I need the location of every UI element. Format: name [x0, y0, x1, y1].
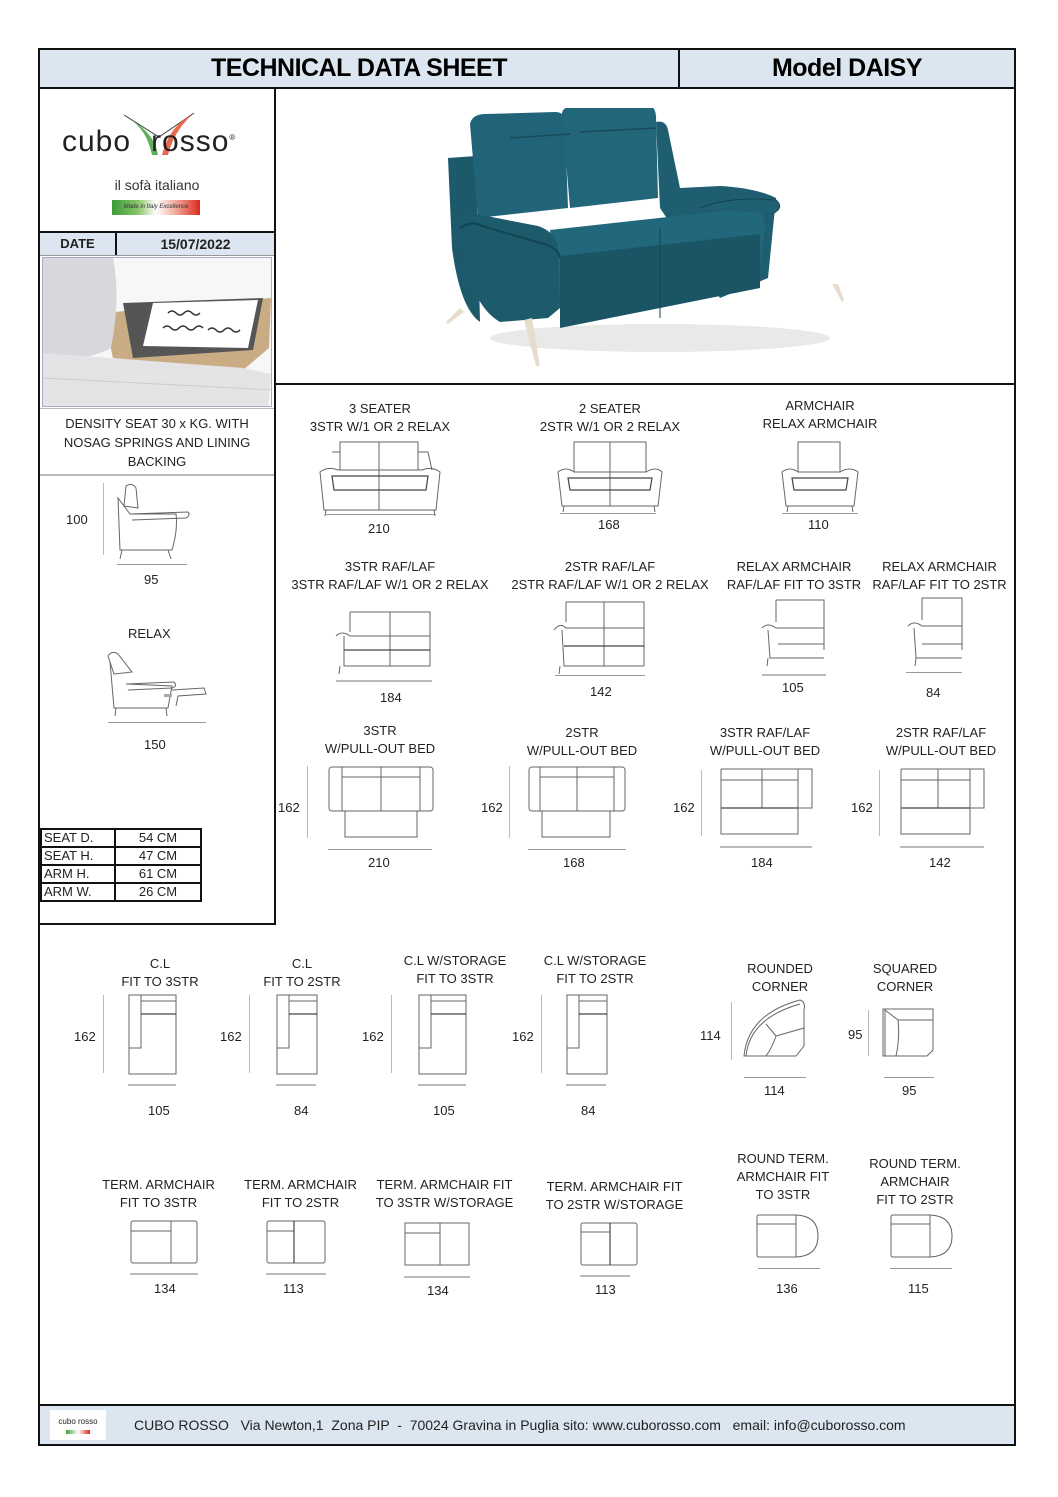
item-depth: 162: [278, 800, 300, 815]
footer-logo-text: cubo rosso: [58, 1416, 98, 1426]
item-width: 184: [751, 855, 773, 870]
item-title: 2STR RAF/LAF: [564, 559, 656, 574]
side-depth-dimension-line: [117, 564, 187, 565]
italy-flag-badge: Made in Italy Excellence: [112, 200, 200, 215]
side-height-dimension-line: [103, 483, 104, 555]
item-3-seater: [300, 400, 460, 436]
item-width: 136: [776, 1281, 798, 1296]
round-term-armchair-2str-drawing: [890, 1214, 956, 1260]
item-subtitle: RAF/LAF FIT TO 2STR: [872, 577, 1007, 592]
rounded-corner-drawing: [742, 998, 808, 1060]
item-width: 210: [368, 855, 390, 870]
item-depth: 162: [673, 800, 695, 815]
chaise-longue-storage-2str-drawing: [566, 994, 616, 1076]
item-3str-pull-out-bed: [300, 722, 460, 758]
depth-line: [509, 766, 510, 838]
width-line: [906, 672, 962, 673]
width-line: [336, 680, 432, 682]
item-cl-storage-2str: [530, 952, 660, 988]
date-value: 15/07/2022: [160, 236, 231, 252]
item-width: 142: [590, 684, 612, 699]
footer: [38, 1404, 1016, 1446]
foam-line-2: NOSAG SPRINGS AND LINING: [63, 435, 251, 450]
item-subtitle: 3STR RAF/LAF W/1 OR 2 RELAX: [291, 577, 489, 592]
item-width: 105: [782, 680, 804, 695]
item-width: 134: [154, 1281, 176, 1296]
item-depth: 162: [362, 1029, 384, 1044]
relax-depth-label: 150: [144, 737, 166, 752]
item-title: 3STR RAF/LAF: [344, 559, 436, 574]
item-title: C.L W/STORAGE: [403, 953, 507, 968]
item-title: 3STR: [363, 723, 397, 738]
item-width: 113: [283, 1281, 304, 1296]
item-width: 110: [808, 517, 829, 532]
width-line: [782, 513, 858, 514]
item-width: 168: [563, 855, 585, 870]
item-cl-3str: [100, 955, 220, 991]
item-round-term-armchair-2str: [860, 1155, 970, 1209]
item-title: 3STR RAF/LAF: [719, 725, 811, 740]
spec-key: ARM W.: [41, 883, 115, 901]
sofa-2str-raf-laf-drawing: [552, 600, 646, 676]
brand-name-left: cubo: [62, 125, 132, 158]
model-name: Model DAISY: [678, 48, 1016, 89]
width-line: [560, 513, 656, 514]
item-subtitle: 2STR W/1 OR 2 RELAX: [539, 419, 681, 434]
item-subtitle: FIT TO 3STR: [416, 971, 494, 986]
relax-armchair-2str-drawing: [906, 596, 966, 670]
item-subtitle: W/PULL-OUT BED: [709, 743, 821, 758]
item-cl-2str: [242, 955, 362, 991]
item-armchair: [740, 397, 900, 433]
item-term-armchair-2str: [238, 1176, 363, 1212]
item-squared-corner: [855, 960, 955, 996]
item-title: ROUNDED: [747, 961, 813, 976]
depth-line: [249, 995, 250, 1073]
term-armchair-storage-3str-drawing: [404, 1222, 472, 1268]
item-term-armchair-3str: [96, 1176, 221, 1212]
width-line: [328, 849, 432, 850]
item-term-armchair-storage-3str: [372, 1176, 517, 1212]
depth-line: [701, 770, 702, 836]
item-subtitle: ARMCHAIR: [880, 1174, 950, 1189]
item-term-armchair-storage-2str: [542, 1178, 687, 1214]
width-line: [418, 1084, 466, 1086]
item-depth: 162: [851, 800, 873, 815]
width-line: [128, 1084, 176, 1086]
item-title: RELAX ARMCHAIR: [882, 559, 997, 574]
term-armchair-storage-2str-drawing: [580, 1222, 640, 1268]
width-line: [326, 514, 436, 515]
date-label: DATE: [40, 233, 117, 255]
item-title: 3 SEATER: [349, 401, 411, 416]
relax-label: RELAX: [128, 626, 171, 641]
item-title: ARMCHAIR: [785, 398, 855, 413]
width-line: [580, 1275, 630, 1277]
item-title: 2STR RAF/LAF: [895, 725, 987, 740]
item-subtitle: W/PULL-OUT BED: [885, 743, 997, 758]
round-term-armchair-3str-drawing: [756, 1214, 822, 1260]
foam-line-1: DENSITY SEAT 30 x KG. WITH: [65, 416, 249, 431]
item-title: 2 SEATER: [579, 401, 641, 416]
item-subtitle: W/PULL-OUT BED: [324, 741, 436, 756]
spec-table: [40, 828, 202, 902]
item-width: 168: [598, 517, 620, 532]
item-width: 84: [926, 685, 941, 700]
item-relax-armchair-2str: [872, 558, 1007, 594]
item-title: TERM. ARMCHAIR: [244, 1177, 357, 1192]
item-width: 134: [427, 1283, 449, 1298]
footer-contact-text: CUBO ROSSO Via Newton,1 Zona PIP - 70024 Gravina in Puglia sito: www.cuborosso.com email: info@cuborosso.com: [134, 1417, 906, 1433]
item-subtitle: 3STR W/1 OR 2 RELAX: [309, 419, 451, 434]
item-depth: 114: [700, 1028, 721, 1043]
item-width: 210: [368, 521, 390, 536]
width-line: [555, 675, 645, 676]
armchair-drawing: [780, 440, 862, 512]
item-width: 113: [595, 1282, 616, 1297]
foam-description: [40, 408, 274, 476]
item-subtitle: FIT TO 2STR: [263, 974, 341, 989]
item-rounded-corner: [730, 960, 830, 996]
spec-value: 47 CM: [115, 847, 201, 865]
spec-value: 54 CM: [115, 829, 201, 847]
item-subtitle: FIT TO 3STR: [121, 974, 199, 989]
item-depth: 95: [848, 1027, 863, 1042]
item-title: ROUND TERM.: [869, 1156, 961, 1171]
sheet-title: TECHNICAL DATA SHEET: [38, 48, 680, 89]
item-2str-raf-laf: [510, 558, 710, 594]
term-armchair-2str-drawing: [266, 1220, 328, 1266]
product-photo: [420, 108, 890, 368]
spec-key: SEAT D.: [41, 829, 115, 847]
spec-row: [41, 829, 201, 847]
item-subtitle-2: TO 3STR: [755, 1187, 811, 1202]
squared-corner-drawing: [882, 1008, 936, 1058]
item-2-seater: [530, 400, 690, 436]
width-line: [884, 1077, 934, 1078]
item-3str-raf-laf: [290, 558, 490, 594]
pull-out-bed-3str-drawing: [328, 766, 434, 840]
side-height-label: 100: [66, 512, 88, 527]
item-title: C.L: [149, 956, 171, 971]
item-subtitle: CORNER: [876, 979, 934, 994]
chaise-longue-2str-drawing: [276, 994, 326, 1076]
width-line: [528, 849, 626, 850]
item-width: 142: [929, 855, 951, 870]
sofa-3str-raf-laf-drawing: [334, 610, 434, 682]
relax-depth-dimension-line: [108, 722, 206, 723]
item-depth: 162: [481, 800, 503, 815]
item-width: 84: [294, 1103, 309, 1118]
relax-armchair-3str-drawing: [758, 598, 828, 670]
item-title: SQUARED: [872, 961, 938, 976]
term-armchair-3str-drawing: [130, 1220, 200, 1266]
depth-line: [868, 1010, 869, 1056]
width-line: [266, 1273, 326, 1275]
pull-out-bed-2str-drawing: [528, 766, 628, 840]
item-subtitle: FIT TO 3STR: [119, 1195, 198, 1210]
brand-name-right: rosso: [151, 125, 230, 158]
depth-line: [307, 766, 308, 838]
date-row: [40, 233, 274, 256]
relax-view-drawing: [104, 650, 209, 720]
sofa-3-seater-drawing: [318, 440, 442, 518]
spec-row: [41, 883, 201, 901]
depth-line: [541, 995, 542, 1073]
chaise-longue-3str-drawing: [128, 994, 188, 1076]
item-width: 84: [581, 1103, 596, 1118]
spec-key: ARM H.: [41, 865, 115, 883]
width-line: [890, 1268, 952, 1269]
pull-out-bed-3str-raf-laf-drawing: [720, 768, 814, 838]
item-3str-raf-laf-pull-out-bed: [690, 724, 840, 760]
width-line: [566, 1084, 606, 1086]
seat-cutaway-illustration: [43, 258, 272, 407]
item-cl-storage-3str: [390, 952, 520, 988]
width-line: [758, 1268, 820, 1269]
depth-line: [391, 995, 392, 1073]
width-line: [762, 674, 826, 676]
item-title: RELAX ARMCHAIR: [736, 559, 852, 574]
width-line: [744, 1077, 806, 1078]
foam-line-3: BACKING: [127, 454, 187, 469]
item-subtitle: W/PULL-OUT BED: [526, 743, 638, 758]
item-width: 184: [380, 690, 402, 705]
footer-logo: [50, 1410, 106, 1440]
spec-value: 61 CM: [115, 865, 201, 883]
width-line: [404, 1276, 470, 1278]
side-view-drawing: [110, 480, 195, 565]
brand-logo: [40, 89, 274, 233]
item-depth: 162: [220, 1029, 242, 1044]
item-2str-raf-laf-pull-out-bed: [866, 724, 1016, 760]
item-subtitle: TO 3STR W/STORAGE: [375, 1195, 514, 1210]
registered-mark: ®: [229, 133, 237, 142]
width-line: [720, 846, 812, 848]
item-2str-pull-out-bed: [502, 724, 662, 760]
spec-key: SEAT H.: [41, 847, 115, 865]
item-subtitle: FIT TO 2STR: [261, 1195, 340, 1210]
pull-out-bed-2str-raf-laf-drawing: [900, 768, 986, 838]
item-width: 105: [433, 1103, 455, 1118]
item-relax-armchair-3str: [724, 558, 864, 594]
item-title: TERM. ARMCHAIR: [102, 1177, 215, 1192]
item-subtitle: FIT TO 2STR: [556, 971, 634, 986]
item-width: 114: [764, 1083, 785, 1098]
item-subtitle-2: FIT TO 2STR: [876, 1192, 954, 1207]
item-subtitle: RELAX ARMCHAIR: [762, 416, 878, 431]
item-subtitle: 2STR RAF/LAF W/1 OR 2 RELAX: [511, 577, 709, 592]
item-subtitle: TO 2STR W/STORAGE: [545, 1197, 684, 1212]
item-title: TERM. ARMCHAIR FIT: [546, 1179, 683, 1194]
item-width: 115: [908, 1281, 929, 1296]
item-title: C.L W/STORAGE: [543, 953, 647, 968]
brand-tagline: il sofà italiano: [114, 177, 200, 193]
spec-value: 26 CM: [115, 883, 201, 901]
spec-row: [41, 865, 201, 883]
depth-line: [731, 1002, 732, 1060]
item-title: ROUND TERM.: [737, 1151, 829, 1166]
item-subtitle: CORNER: [751, 979, 809, 994]
item-depth: 162: [74, 1029, 96, 1044]
chaise-longue-storage-3str-drawing: [418, 994, 478, 1076]
item-round-term-armchair-3str: [728, 1150, 838, 1204]
spec-row: [41, 847, 201, 865]
item-subtitle: RAF/LAF FIT TO 3STR: [726, 577, 862, 592]
width-line: [276, 1084, 316, 1086]
depth-line: [103, 995, 104, 1073]
width-line: [900, 846, 984, 848]
item-title: 2STR: [565, 725, 599, 740]
width-line: [130, 1273, 198, 1275]
seat-construction-image: [42, 257, 272, 407]
footer-flag-icon: [66, 1430, 90, 1434]
item-title: C.L: [291, 956, 313, 971]
item-width: 95: [902, 1083, 917, 1098]
side-depth-label: 95: [144, 572, 159, 587]
sofa-2-seater-drawing: [556, 440, 666, 512]
depth-line: [879, 770, 880, 836]
item-width: 105: [148, 1103, 170, 1118]
item-title: TERM. ARMCHAIR FIT: [376, 1177, 513, 1192]
item-depth: 162: [512, 1029, 534, 1044]
item-subtitle: ARMCHAIR FIT: [736, 1169, 830, 1184]
